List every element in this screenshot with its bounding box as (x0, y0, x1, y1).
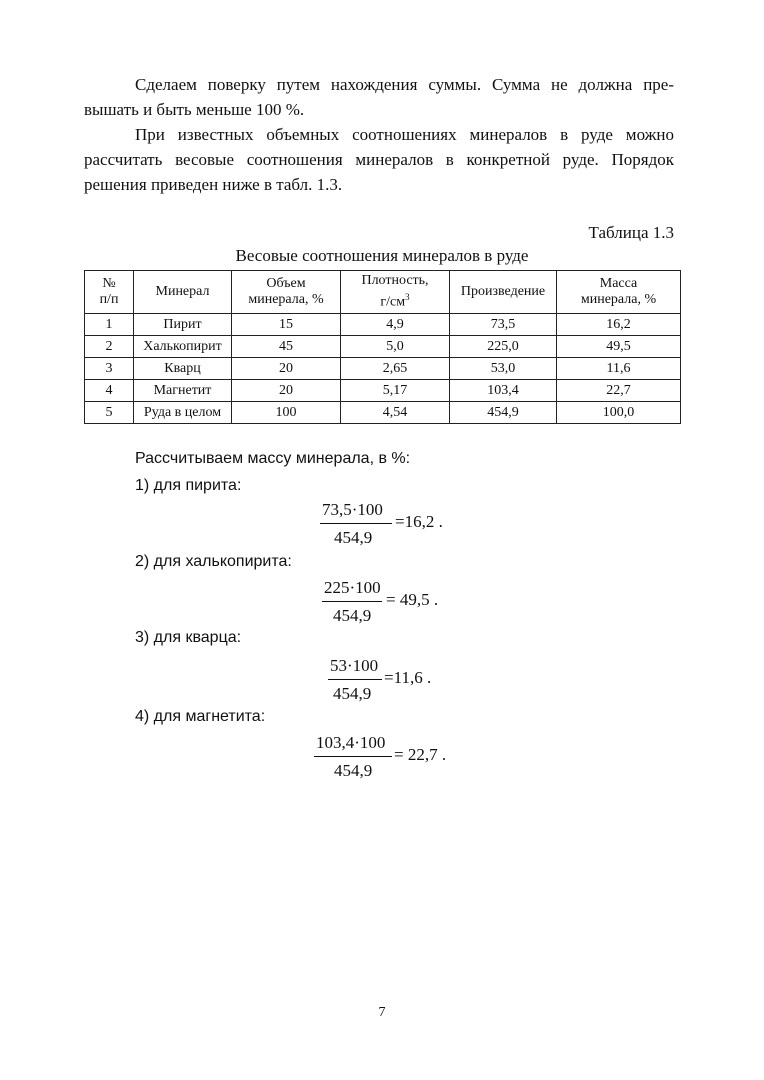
cell-product: 73,5 (450, 314, 557, 336)
fraction-bar (314, 756, 392, 757)
formula-numerator: 53·100 (330, 656, 379, 675)
cell-volume: 100 (232, 402, 341, 424)
formula-pyrite (320, 500, 460, 554)
cell-mass: 100,0 (557, 402, 681, 424)
cell-density: 5,17 (341, 380, 450, 402)
cell-number: 1 (85, 314, 134, 336)
header-volume: Объем минерала, % (232, 271, 341, 314)
formula-result: = 22,7 . (394, 745, 447, 764)
fraction-bar (320, 523, 392, 524)
calc-label-quartz: 3) для кварца: (135, 629, 242, 646)
cell-mass: 49,5 (557, 336, 681, 358)
header-mass: Масса минерала, % (557, 271, 681, 314)
paragraph-method (84, 122, 674, 197)
paragraph-line: При известных объемных соотношениях минералов в руде можно (135, 125, 674, 144)
cell-mineral: Магнетит (134, 380, 232, 402)
formula-denominator: 454,9 (333, 684, 372, 703)
table-title: Весовые соотношения минералов в руде (235, 246, 529, 265)
cell-mass: 11,6 (557, 358, 681, 380)
cell-volume: 20 (232, 380, 341, 402)
cell-density: 4,54 (341, 402, 450, 424)
minerals-table (84, 270, 681, 424)
cell-number: 2 (85, 336, 134, 358)
cell-mass: 16,2 (557, 314, 681, 336)
formula-numerator: 73,5·100 (322, 500, 383, 519)
cell-mineral: Руда в целом (134, 402, 232, 424)
header-number: № п/п (85, 271, 134, 314)
header-density: Плотность, $г/см^3$ (341, 271, 450, 314)
calc-label-magnetite: 4) для магнетита: (135, 708, 266, 725)
formula-quartz (328, 656, 468, 710)
formula-chalcopyrite (322, 578, 462, 632)
cell-number: 5 (85, 402, 134, 424)
cell-product: 103,4 (450, 380, 557, 402)
table-row (85, 336, 681, 358)
table-row (85, 314, 681, 336)
cell-product: 53,0 (450, 358, 557, 380)
paragraph-line: вышать и быть меньше 100 %. (84, 100, 305, 119)
page-number: 7 (378, 1005, 386, 1020)
table-label: Таблица 1.3 (588, 223, 674, 242)
table-header-row (85, 271, 681, 314)
cell-mineral: Кварц (134, 358, 232, 380)
table-row (85, 358, 681, 380)
formula-numerator: 103,4·100 (316, 733, 386, 752)
fraction-bar (322, 601, 382, 602)
formula-result: = 49,5 . (386, 590, 439, 609)
header-mineral: Минерал (134, 271, 232, 314)
formula-numerator: 225·100 (324, 578, 381, 597)
cell-density: 2,65 (341, 358, 450, 380)
cell-mass: 22,7 (557, 380, 681, 402)
table-row (85, 402, 681, 424)
cell-number: 4 (85, 380, 134, 402)
cell-product: 225,0 (450, 336, 557, 358)
formula-magnetite (314, 733, 464, 787)
cell-density: 5,0 (341, 336, 450, 358)
table-row (85, 380, 681, 402)
paragraph-line: рассчитать весовые соотношения минералов в конкретной руде. Порядок (84, 150, 674, 169)
cell-density: 4,9 (341, 314, 450, 336)
header-product: Произведение (450, 271, 557, 314)
formula-result: =11,6 . (384, 668, 432, 687)
paragraph-check-sum (84, 72, 674, 122)
calc-label-chalcopyrite: 2) для халькопирита: (135, 553, 292, 570)
cell-volume: 45 (232, 336, 341, 358)
cell-mineral: Халькопирит (134, 336, 232, 358)
formula-denominator: 454,9 (333, 606, 372, 625)
fraction-bar (328, 679, 382, 680)
formula-denominator: 454,9 (334, 528, 373, 547)
cell-volume: 15 (232, 314, 341, 336)
paragraph-line: решения приведен ниже в табл. 1.3. (84, 175, 343, 194)
formula-result: =16,2 . (395, 512, 443, 531)
calc-intro: Рассчитываем массу минерала, в %: (135, 450, 411, 467)
paragraph-line: Сделаем поверку путем нахождения суммы. Сумма не должна пре- (135, 75, 674, 94)
cell-product: 454,9 (450, 402, 557, 424)
cell-mineral: Пирит (134, 314, 232, 336)
cell-number: 3 (85, 358, 134, 380)
cell-volume: 20 (232, 358, 341, 380)
formula-denominator: 454,9 (334, 761, 373, 780)
calc-label-pyrite: 1) для пирита: (135, 477, 242, 494)
